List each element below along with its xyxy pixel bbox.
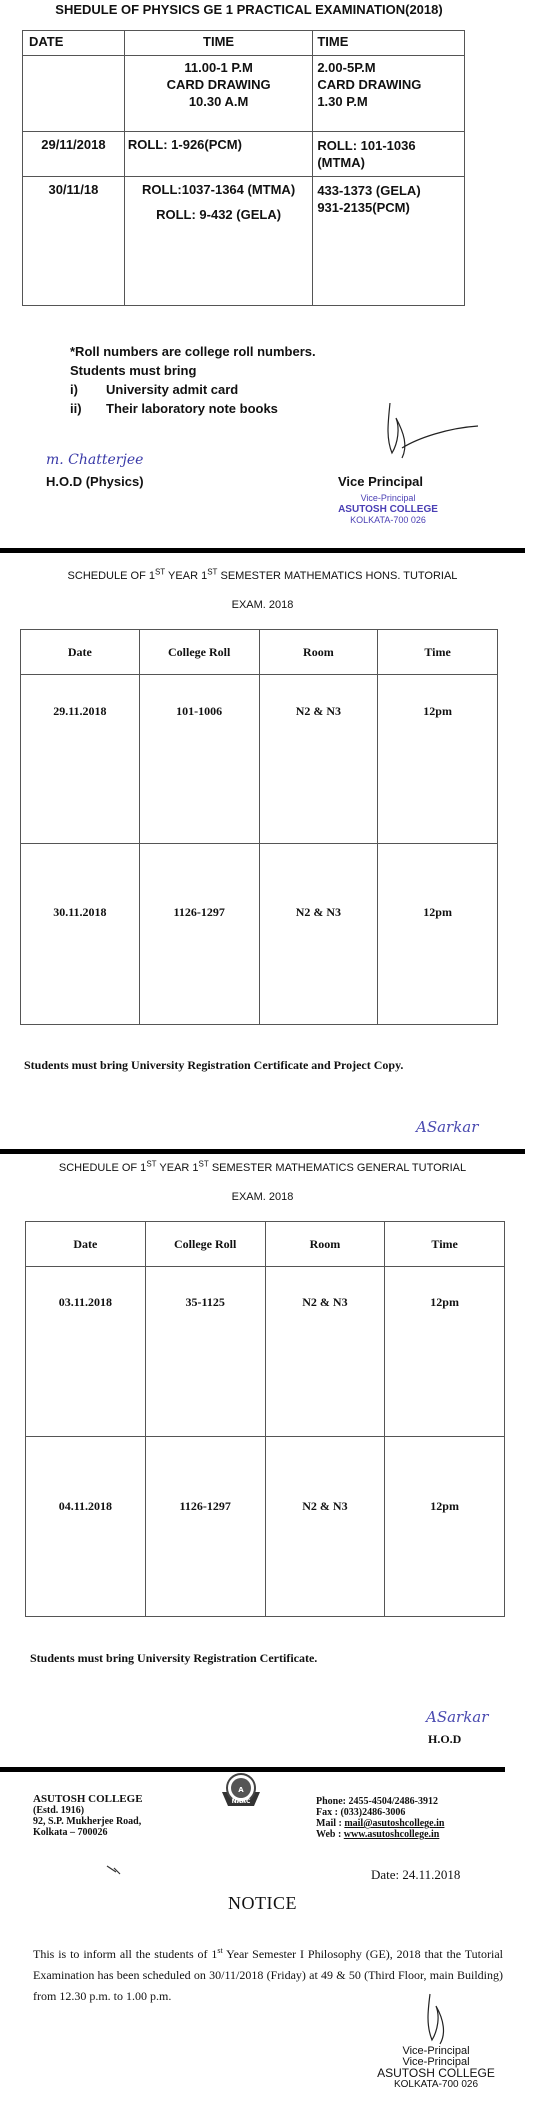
row-roll-2: 433-1373 (GELA) 931-2135(PCM) xyxy=(313,177,465,306)
hons-row xyxy=(21,844,498,1025)
header-roll: College Roll xyxy=(145,1222,265,1267)
notice-body: This is to inform all the students of 1st Year Semester I Philosophy (GE), 2018 that the Tutorial Examination has been scheduled on 30/11/2018 (Friday) at 49 & 50 (Third Floor, main Building) from 12.30 p.m. to 1.00 p.m. xyxy=(33,1946,503,2003)
web: Web : www.asutoshcollege.in xyxy=(316,1829,440,1840)
time-slot-2: 2.00-5P.M CARD DRAWING 1.30 P.M xyxy=(313,56,465,132)
header-time-2: TIME xyxy=(313,31,465,56)
row-roll-2: ROLL: 101-1036 (MTMA) xyxy=(313,132,465,177)
college-name: ASUTOSH COLLEGE xyxy=(33,1793,143,1805)
general-signature: ASarkar xyxy=(426,1708,489,1726)
row-date: 30/11/18 xyxy=(23,177,125,306)
cell-time: 12pm xyxy=(385,1267,505,1437)
general-row xyxy=(26,1267,505,1437)
cell-date: 30.11.2018 xyxy=(21,844,140,1025)
notice-heading: NOTICE xyxy=(228,1893,297,1913)
phone: Phone: 2455-4504/2486-3912 xyxy=(316,1796,438,1807)
header-roll: College Roll xyxy=(139,630,259,675)
hons-signature: ASarkar xyxy=(416,1118,479,1136)
note-roll-numbers: *Roll numbers are college roll numbers. xyxy=(70,344,316,359)
physics-table xyxy=(22,30,465,306)
row-roll: ROLL:1037-1364 (MTMA) ROLL: 9-432 (GELA) xyxy=(124,177,312,306)
physics-row xyxy=(23,177,465,306)
header-room: Room xyxy=(265,1222,385,1267)
cell-time: 12pm xyxy=(378,675,498,844)
header-room: Room xyxy=(259,630,378,675)
cell-roll: 1126-1297 xyxy=(145,1437,265,1617)
cell-date: 03.11.2018 xyxy=(26,1267,146,1437)
cell-date: 29.11.2018 xyxy=(21,675,140,844)
mail-link[interactable]: mail@asutoshcollege.in xyxy=(344,1818,445,1829)
physics-time-row xyxy=(23,56,465,132)
web-link[interactable]: www.asutoshcollege.in xyxy=(343,1829,440,1840)
vp-label: Vice Principal xyxy=(338,474,424,489)
list-item: ii) Their laboratory note books xyxy=(70,401,278,416)
header-time-1: TIME xyxy=(124,31,312,56)
row-date: 29/11/2018 xyxy=(23,132,125,177)
row-roll: ROLL: 1-926(PCM) xyxy=(124,132,312,177)
hons-table xyxy=(20,629,498,1025)
general-title: SCHEDULE OF 1ST YEAR 1ST SEMESTER MATHEMATICS GENERAL TUTORIAL xyxy=(58,1159,467,1174)
general-hod-label: H.O.D xyxy=(428,1732,462,1746)
general-note: Students must bring University Registration Certificate. xyxy=(30,1651,318,1665)
header-time: Time xyxy=(385,1222,505,1267)
general-header-row xyxy=(26,1222,505,1267)
college-estd: (Estd. 1916) xyxy=(33,1805,85,1816)
cell-room: N2 & N3 xyxy=(265,1267,385,1437)
header-date: Date xyxy=(21,630,140,675)
cell-room: N2 & N3 xyxy=(259,844,378,1025)
naac-badge-icon: A NAAC xyxy=(218,1772,264,1810)
general-row xyxy=(26,1437,505,1617)
vp-signature xyxy=(378,398,488,468)
address-line-1: 92, S.P. Mukherjee Road, xyxy=(33,1816,142,1827)
header-time: Time xyxy=(378,630,498,675)
cell-room: N2 & N3 xyxy=(259,675,378,844)
hod-signature: m. Chatterjee xyxy=(46,452,144,468)
physics-title: SHEDULE OF PHYSICS GE 1 PRACTICAL EXAMINATION(2018) xyxy=(55,2,443,17)
physics-header-row xyxy=(23,31,465,56)
cell-room: N2 & N3 xyxy=(265,1437,385,1617)
note-must-bring: Students must bring xyxy=(70,363,197,378)
hons-title-line2: EXAM. 2018 xyxy=(231,599,294,611)
notice-vp-stamp: Vice-Principal Vice-Principal ASUTOSH COLLEGE KOLKATA-700 026 xyxy=(377,2045,495,2090)
mail: Mail : mail@asutoshcollege.in xyxy=(316,1818,445,1829)
address-line-2: Kolkata – 700026 xyxy=(33,1827,108,1838)
physics-notes xyxy=(70,342,316,418)
svg-text:A: A xyxy=(238,1786,244,1794)
list-item: i) University admit card xyxy=(70,382,239,397)
general-schedule xyxy=(0,1154,547,1767)
hod-label: H.O.D (Physics) xyxy=(46,474,144,489)
notice-date: Date: 24.11.2018 xyxy=(371,1867,461,1882)
notice-signature xyxy=(416,1990,476,2050)
hons-title: SCHEDULE OF 1ST YEAR 1ST SEMESTER MATHEMATICS HONS. TUTORIAL xyxy=(67,567,458,582)
time-slot-1: 11.00-1 P.M CARD DRAWING 10.30 A.M xyxy=(124,56,312,132)
philosophy-notice xyxy=(0,1772,547,2116)
cell-roll: 35-1125 xyxy=(145,1267,265,1437)
hons-header-row xyxy=(21,630,498,675)
general-title-line2: EXAM. 2018 xyxy=(231,1191,294,1203)
college-address xyxy=(33,1794,143,1838)
cell-time: 12pm xyxy=(385,1437,505,1617)
pen-mark-icon xyxy=(106,1864,122,1876)
vp-stamp: Vice-Principal ASUTOSH COLLEGE KOLKATA-700 026 xyxy=(338,493,438,525)
hons-schedule xyxy=(0,553,547,1149)
physics-schedule xyxy=(0,0,547,548)
college-contacts xyxy=(316,1796,444,1840)
general-table xyxy=(25,1221,505,1617)
cell-date: 04.11.2018 xyxy=(26,1437,146,1617)
physics-row xyxy=(23,132,465,177)
header-date: DATE xyxy=(23,31,125,56)
cell-roll: 1126-1297 xyxy=(139,844,259,1025)
hons-note: Students must bring University Registration Certificate and Project Copy. xyxy=(24,1058,404,1072)
cell-roll: 101-1006 xyxy=(139,675,259,844)
hons-row xyxy=(21,675,498,844)
header-date: Date xyxy=(26,1222,146,1267)
cell-time: 12pm xyxy=(378,844,498,1025)
fax: Fax : (033)2486-3006 xyxy=(316,1807,406,1818)
